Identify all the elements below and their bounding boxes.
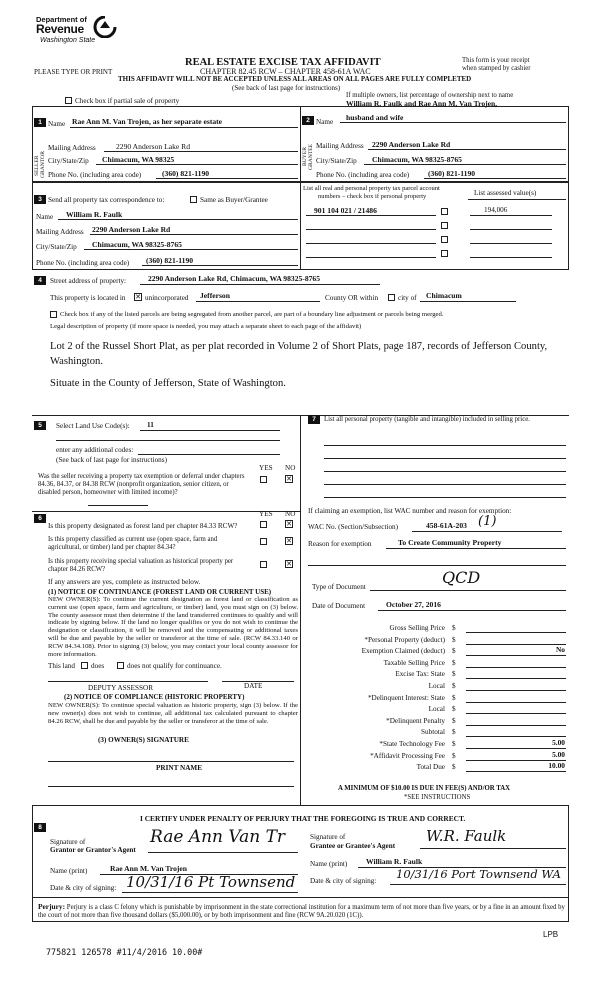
corr-phone[interactable]: (360) 821-1190	[146, 256, 194, 265]
grantor-name-label: Name (print)	[50, 867, 88, 875]
document-type[interactable]: QCD	[442, 568, 481, 587]
tax-row-currency: $	[452, 716, 456, 725]
historic-yes-checkbox[interactable]	[260, 561, 267, 568]
tax-row-currency: $	[452, 647, 456, 656]
form-chapter: CHAPTER 82.45 RCW – CHAPTER 458-61A WAC	[200, 67, 371, 76]
tax-row-label: Local	[428, 682, 445, 690]
buyer-city[interactable]: Chimacum, WA 98325-8765	[372, 155, 462, 164]
tax-row-label: Gross Selling Price	[389, 624, 445, 632]
located-in-label: This property is located in	[50, 294, 126, 302]
see-instructions-note: *SEE INSTRUCTIONS	[404, 794, 471, 801]
grantor-date-label: Date & city of signing:	[50, 884, 117, 892]
assessor-date-label: DATE	[244, 682, 263, 690]
buyer-name-2[interactable]: husband and wife	[346, 113, 404, 122]
buyer-phone-label: Phone No. (including area code)	[316, 171, 410, 179]
corr-city[interactable]: Chimacum, WA 98325-8765	[92, 240, 182, 249]
buyer-phone[interactable]: (360) 821-1190	[428, 169, 476, 178]
tax-row-currency: $	[452, 670, 456, 679]
print-name-label: PRINT NAME	[156, 764, 202, 772]
seller-name-label: Name	[48, 120, 66, 128]
seller-phone-label: Phone No. (including area code)	[48, 171, 142, 179]
parcel-number[interactable]: 901 104 021 / 21486	[314, 206, 377, 215]
corr-address[interactable]: 2290 Anderson Lake Rd	[92, 225, 171, 234]
current-use-yes-checkbox[interactable]	[260, 538, 267, 545]
grantee-date-city[interactable]: 10/31/16 Port Townsend WA	[396, 867, 561, 881]
land-does-checkbox[interactable]	[81, 662, 88, 669]
tax-row-label: *Personal Property (deduct)	[364, 635, 445, 644]
section-2-badge: 2	[302, 116, 314, 125]
seller-address[interactable]: 2290 Anderson Lake Rd	[116, 142, 191, 151]
parcel-4-personal-checkbox[interactable]	[441, 250, 448, 257]
land-does-label: does	[91, 662, 105, 670]
section-8-box	[32, 805, 569, 922]
seller-side-label: SELLER	[34, 155, 40, 176]
forest-no-checkbox[interactable]: ✕	[286, 520, 292, 528]
no-header-5: NO	[285, 464, 296, 472]
grantor-signature[interactable]: Rae Ann Van Tr	[150, 827, 286, 847]
document-date-label: Date of Document	[312, 602, 366, 610]
corr-phone-label: Phone No. (including area code)	[36, 259, 130, 267]
street-address[interactable]: 2290 Anderson Lake Rd, Chimacum, WA 98325-8765	[148, 274, 321, 283]
receipt-note-2: when stamped by cashier	[462, 65, 531, 72]
grantee-date-label: Date & city of signing:	[310, 877, 377, 885]
tax-row-currency: $	[452, 751, 456, 760]
tax-row-value[interactable]: No	[555, 645, 565, 655]
tax-row-label: Subtotal	[421, 728, 445, 737]
grantee-sig-label-2: Grantee or Grantee's Agent	[310, 842, 396, 850]
parcel-3-personal-checkbox[interactable]	[441, 236, 448, 243]
tax-row-value[interactable]: 5.00	[552, 738, 565, 747]
grantee-side-label: GRANTEE	[308, 143, 314, 170]
seller-phone[interactable]: (360) 821-1190	[162, 169, 210, 178]
city-checkbox[interactable]	[388, 294, 395, 301]
revenue-logo	[36, 16, 136, 56]
unincorporated-label: unincorporated	[145, 294, 189, 302]
section-5-badge: 5	[34, 421, 46, 430]
section-4-badge: 4	[34, 276, 46, 285]
exemption-wac-label: If claiming an exemption, list WAC number and reason for exemption:	[308, 507, 512, 515]
grantor-sig-label-2: Grantor or Grantor's Agent	[50, 846, 136, 854]
street-label: Street address of property:	[50, 277, 127, 285]
grantor-sig-label-1: Signature of	[50, 838, 86, 846]
city-name[interactable]: Chimacum	[426, 291, 462, 300]
wac-number[interactable]: 458-61A-203	[426, 521, 467, 530]
deputy-assessor-label: DEPUTY ASSESSOR	[88, 684, 154, 692]
partial-sale-checkbox[interactable]	[65, 97, 72, 104]
form-warning: THIS AFFIDAVIT WILL NOT BE ACCEPTED UNLESS ALL AREAS ON ALL PAGES ARE FULLY COMPLETED	[118, 75, 472, 83]
section-7-badge: 7	[308, 415, 320, 424]
county-or-label: County OR within	[325, 294, 379, 302]
logo-state: Washington State	[40, 37, 96, 44]
buyer-side-label: BUYER	[302, 147, 308, 166]
wac-number-handwritten[interactable]: (1)	[478, 514, 497, 529]
grantor-name[interactable]: Rae Ann M. Van Trojen	[110, 864, 188, 873]
seller-city-label: City/State/Zip	[48, 157, 89, 165]
forest-yes-checkbox[interactable]	[260, 521, 267, 528]
grantee-name-label: Name (print)	[310, 860, 348, 868]
tax-row-value[interactable]: 5.00	[552, 749, 565, 759]
current-use-question: Is this property classified as current use (open space, farm and agricultural, or timber) land per chapter 84.34?	[48, 536, 218, 551]
section-1-badge: 1	[34, 118, 46, 127]
receipt-note-1: This form is your receipt	[462, 57, 530, 64]
owners-signature-label: (3) OWNER(S) SIGNATURE	[98, 736, 189, 744]
section-6-badge: 6	[34, 514, 46, 523]
additional-codes-label: enter any additional codes:	[56, 446, 134, 454]
notice-compliance-title: (2) NOTICE OF COMPLIANCE (HISTORIC PROPERTY)	[64, 693, 245, 701]
legal-line-1[interactable]: Lot 2 of the Russel Short Plat, as per plat recorded in Volume 2 of Short Plats, page 187, records of Jefferson County,	[50, 341, 548, 352]
tax-row-label: Local	[428, 705, 445, 714]
tax-row-currency: $	[452, 763, 456, 772]
minimum-due-note: A MINIMUM OF $10.00 IS DUE IN FEE(S) AND/OR TAX	[338, 785, 511, 792]
exemption-yes-checkbox[interactable]	[260, 476, 267, 483]
historic-question: Is this property receiving special valuation as historical property per chapter 84.26 RCW?	[48, 558, 234, 573]
segregated-label: Check box if any of the listed parcels are being segregated from another parcel, are part of a boundary line adjustment or parcels being merged.	[60, 311, 444, 318]
land-use-see-back: (See back of last page for instructions)	[56, 456, 167, 464]
yes-header-5: YES	[259, 464, 273, 472]
same-as-buyer-checkbox[interactable]	[190, 196, 197, 203]
perjury-text: Perjury is a class C felony which is punishable by imprisonment in the state correctional institution for a maximum term of not more than five years, or by a fine in an amount fixed by the court of not more than five thousand dollars ($5,000.00), or by both imprisonment and fine (RCW 9A.20.020 (1C)).	[38, 904, 565, 920]
notice-continuance-title: (1) NOTICE OF CONTINUANCE (FOREST LAND OR CURRENT USE)	[48, 588, 272, 596]
situate-line[interactable]: Situate in the County of Jefferson, State of Washington.	[50, 378, 286, 389]
wac-number-label: WAC No. (Section/Subsection)	[308, 523, 399, 531]
unincorporated-checkbox[interactable]: ✕	[135, 293, 141, 301]
please-type: PLEASE TYPE OR PRINT	[34, 68, 113, 76]
parcel-1-personal-checkbox[interactable]	[441, 208, 448, 215]
seller-address-label: Mailing Address	[48, 144, 96, 152]
notice-compliance-body: NEW OWNER(S): To continue special valuation as historic property, sign (3) below. If the new owner(s) does not wish to continue, all additional tax calculated pursuant to chapter 84.26 RCW, shall be due and payable by the seller or transferor at the time of sale.	[48, 702, 298, 725]
tax-row-currency: $	[452, 658, 456, 667]
grantee-signature[interactable]: W.R. Faulk	[426, 827, 507, 845]
city-of-label: city of	[398, 294, 417, 302]
land-does-not-label: does not qualify for continuance.	[127, 662, 222, 670]
logo-revenue: Revenue	[36, 22, 84, 36]
current-use-no-checkbox[interactable]: ✕	[286, 537, 292, 545]
exemption-question: Was the seller receiving a property tax exemption or deferral under chapters 84.36, 84.37, or 84.38 RCW (nonprofit organization, senior citizen, or disabled person, homeowner with limited income)?	[38, 473, 245, 496]
county-name[interactable]: Jefferson	[200, 291, 230, 300]
corr-city-label: City/State/Zip	[36, 243, 77, 251]
tax-row-label: *Delinquent Penalty	[386, 716, 445, 725]
land-does-not-checkbox[interactable]	[117, 662, 124, 669]
parcels-header-2: numbers – check box if personal property	[318, 193, 427, 200]
tax-row-currency: $	[452, 693, 456, 702]
this-land-label: This land	[48, 662, 75, 670]
tax-row-label: Excise Tax: State	[395, 670, 445, 679]
notice-continuance-body: NEW OWNER(S): To continue the current designation as forest land or classification as current use (open space, farm and agriculture, or timber) land, you must sign on (3) below. The county assessor must then determine if the land transferred continues to qualify and will indicate by signing below. If the land no longer qualifies or you do not wish to continue the designation or classification, it will be removed and the compensating or additional taxes will be due and payable by the seller or transferor at the time of sale. (RCW 84.33.140 or RCW 84.34.108). Prior to signing (3) below, you may contact your local county assessor for more information.	[48, 596, 298, 658]
tax-row-label: *Delinquent Interest: State	[367, 693, 445, 702]
seller-city[interactable]: Chimacum, WA 98325	[102, 155, 175, 164]
logo-department: Department of	[36, 15, 87, 24]
assessed-header: List assessed value(s)	[474, 189, 537, 197]
if-yes-instructions: If any answers are yes, complete as instructed below.	[48, 578, 201, 586]
corr-address-label: Mailing Address	[36, 228, 84, 236]
parcels-header-1: List all real and personal property tax parcel account	[303, 185, 440, 192]
correspondence-label: Send all property tax correspondence to:	[48, 196, 165, 204]
tax-row-value[interactable]: 10.00	[548, 761, 565, 771]
yes-header-6: YES	[259, 510, 273, 518]
tax-row-currency: $	[452, 705, 456, 714]
perjury-label: Perjury:	[38, 902, 66, 911]
historic-no-checkbox[interactable]: ✕	[286, 560, 292, 568]
tax-row-label: Total Due	[416, 763, 445, 772]
buyer-name-label: Name	[316, 118, 334, 126]
certify-statement: I CERTIFY UNDER PENALTY OF PERJURY THAT THE FOREGOING IS TRUE AND CORRECT.	[140, 814, 466, 823]
forest-question: Is this property designated as forest land per chapter 84.33 RCW?	[48, 522, 238, 530]
tax-row-currency: $	[452, 740, 456, 748]
land-use-label: Select Land Use Code(s):	[56, 422, 130, 430]
exemption-reason-label: Reason for exemption	[308, 540, 372, 548]
buyer-address[interactable]: 2290 Anderson Lake Rd	[372, 140, 451, 149]
grantee-name[interactable]: William R. Faulk	[366, 857, 423, 866]
initials: LPB	[543, 930, 559, 939]
corr-name-label: Name	[36, 213, 54, 221]
logo-mark-icon	[92, 16, 118, 38]
section-8-badge: 8	[34, 823, 46, 832]
grantor-date-city[interactable]: 10/31/16 Pt Townsend	[126, 873, 296, 891]
tax-row-currency: $	[452, 682, 456, 690]
legal-line-2[interactable]: Washington.	[50, 356, 103, 367]
multiple-owners-label: If multiple owners, list percentage of ownership next to name	[346, 92, 514, 99]
tax-row-label: Exemption Claimed (deduct)	[361, 647, 445, 656]
document-date[interactable]: October 27, 2016	[386, 600, 441, 609]
exemption-no-checkbox[interactable]: ✕	[286, 475, 292, 483]
tax-table	[300, 620, 569, 790]
same-as-buyer-label: Same as Buyer/Grantee	[200, 196, 268, 204]
corr-name[interactable]: William R. Faulk	[66, 210, 123, 219]
segregated-checkbox[interactable]	[50, 311, 57, 318]
document-type-label: Type of Document	[312, 583, 366, 591]
tax-row-label: *Affidavit Processing Fee	[370, 751, 445, 760]
form-title: REAL ESTATE EXCISE TAX AFFIDAVIT	[185, 57, 381, 68]
personal-property-label: List all personal property (tangible and intangible) included in selling price.	[324, 416, 530, 423]
legal-description-label: Legal description of property (if more space is needed, you may attach a separate sheet to each page of the affidavit)	[50, 323, 362, 330]
grantee-sig-label-1: Signature of	[310, 833, 346, 841]
section-3-badge: 3	[34, 195, 46, 204]
buyer-name-1[interactable]: William R. Faulk and Rae Ann M. Van Trojen,	[346, 99, 498, 108]
tax-row-currency: $	[452, 728, 456, 737]
cashier-stamp: 775821 126578 #11/4/2016 10.00#	[46, 947, 203, 957]
assessed-value[interactable]: 194,006	[484, 206, 508, 214]
tax-row-label: Taxable Selling Price	[383, 658, 445, 667]
no-header-6: NO	[285, 510, 296, 518]
buyer-address-label: Mailing Address	[316, 142, 364, 150]
form-see-back: (See back of last page for instructions)	[232, 84, 341, 92]
parcel-2-personal-checkbox[interactable]	[441, 222, 448, 229]
partial-sale-label: Check box if partial sale of property	[75, 97, 180, 105]
seller-name[interactable]: Rae Ann M. Van Trojen, as her separate estate	[72, 117, 223, 126]
land-use-code[interactable]: 11	[147, 421, 154, 429]
buyer-city-label: City/State/Zip	[316, 157, 357, 165]
tax-row-label: *State Technology Fee	[379, 740, 445, 748]
tax-row-currency: $	[452, 624, 456, 632]
exemption-reason[interactable]: To Create Community Property	[398, 538, 502, 547]
grantor-side-label: GRANTOR	[40, 151, 46, 178]
tax-row-currency: $	[452, 635, 456, 644]
